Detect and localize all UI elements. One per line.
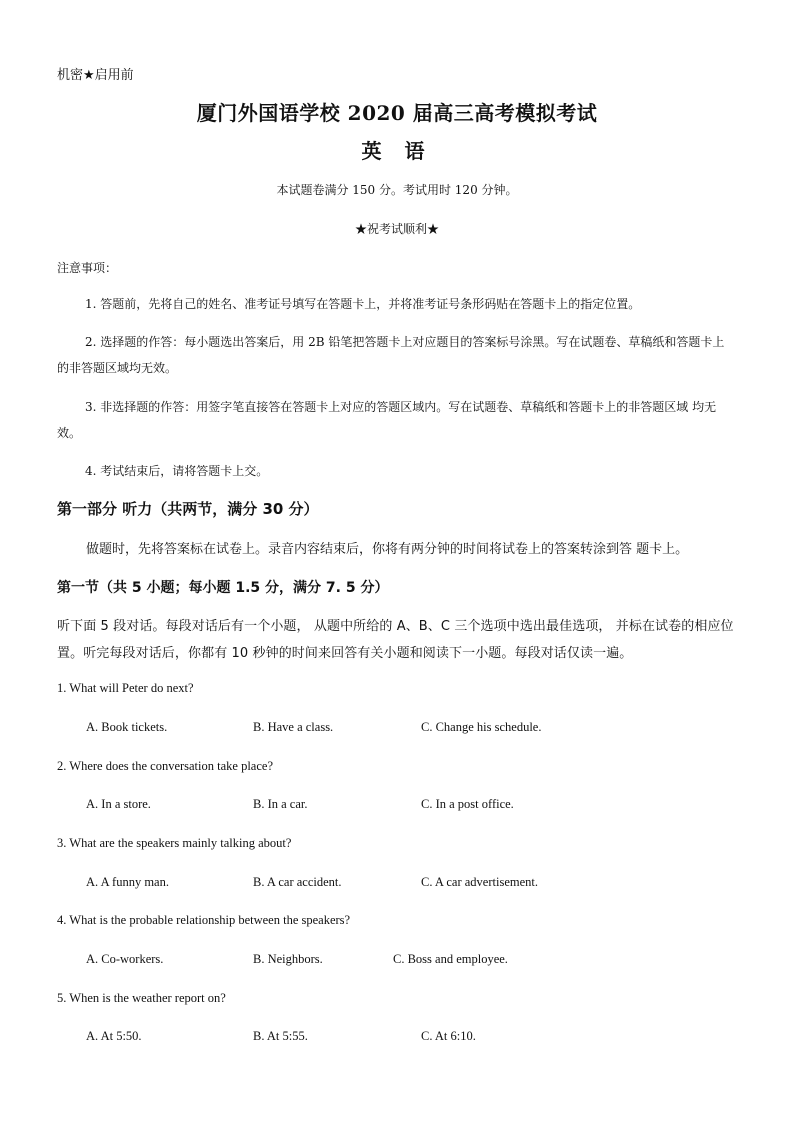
question-5: 5. When is the weather report on? (57, 991, 226, 1005)
question-4: 4. What is the probable relationship between the speakers? (57, 913, 351, 927)
section-one-instructions: 听下面 5 段对话。每段对话后有一个小题， 从题中所给的 A、B、C 三个选项中选出最佳选项， 并标在试卷的相应位置。听完每段对话后，你都有 10 秒钟的时间来回答有关小题和阅读下一小题。每段对话仅读一遍。 (57, 619, 734, 661)
question-1-option-a: A. Book tickets. (86, 720, 168, 734)
question-2-option-a: A. In a store. (86, 797, 151, 811)
question-3-option-a: A. A funny man. (86, 875, 169, 889)
notice-item-3: 3. 非选择题的作答：用签字笔直接答在答题卡上对应的答题区域内。写在试题卷、草稿纸和答题卡上的非答题区域 均无效。 (57, 400, 717, 440)
notice-item-2: 2. 选择题的作答：每小题选出答案后，用 2B 铅笔把答题卡上对应题目的答案标号涂黑。写在试题卷、草稿纸和答题卡上 的非答题区域均无效。 (57, 335, 725, 375)
question-3-option-c: C. A car advertisement. (421, 875, 538, 889)
question-1: 1. What will Peter do next? (57, 681, 194, 695)
question-2-option-c: C. In a post office. (421, 797, 514, 811)
question-4-option-a: A. Co-workers. (86, 952, 164, 966)
question-3: 3. What are the speakers mainly talking about? (57, 836, 292, 850)
secret-label: 机密★启用前 (57, 68, 134, 83)
question-5-option-c: C. At 6:10. (421, 1029, 476, 1043)
question-1-option-c: C. Change his schedule. (421, 720, 542, 734)
part-one-instructions: 做题时，先将答案标在试卷上。录音内容结束后，你将有两分钟的时间将试卷上的答案转涂到答 题卡上。 (86, 542, 689, 557)
question-4-option-b: B. Neighbors. (253, 952, 323, 966)
good-luck-wish: ★祝考试顺利★ (354, 222, 439, 236)
part-one-title: 第一部分 听力（共两节，满分 30 分） (57, 500, 319, 518)
question-2: 2. Where does the conversation take place? (57, 759, 273, 773)
question-5-option-b: B. At 5:55. (253, 1029, 308, 1043)
question-2-option-b: B. In a car. (253, 797, 308, 811)
subject-title: 英 语 (361, 139, 433, 163)
question-1-option-b: B. Have a class. (253, 720, 334, 734)
notice-item-1: 1. 答题前，先将自己的姓名、准考证号填写在答题卡上，并将准考证号条形码贴在答题卡上的指定位置。 (85, 297, 641, 311)
question-3-option-b: B. A car accident. (253, 875, 342, 889)
score-info: 本试题卷满分 150 分。考试用时 120 分钟。 (276, 183, 518, 197)
notice-title: 注意事项： (57, 261, 118, 275)
section-one-title: 第一节（共 5 小题；每小题 1.5 分，满分 7. 5 分） (57, 580, 389, 596)
notice-item-4: 4. 考试结束后，请将答题卡上交。 (85, 464, 269, 478)
question-4-option-c: C. Boss and employee. (393, 952, 508, 966)
question-5-option-a: A. At 5:50. (86, 1029, 142, 1043)
exam-title: 厦门外国语学校 2020 届高三高考模拟考试 (196, 101, 598, 125)
